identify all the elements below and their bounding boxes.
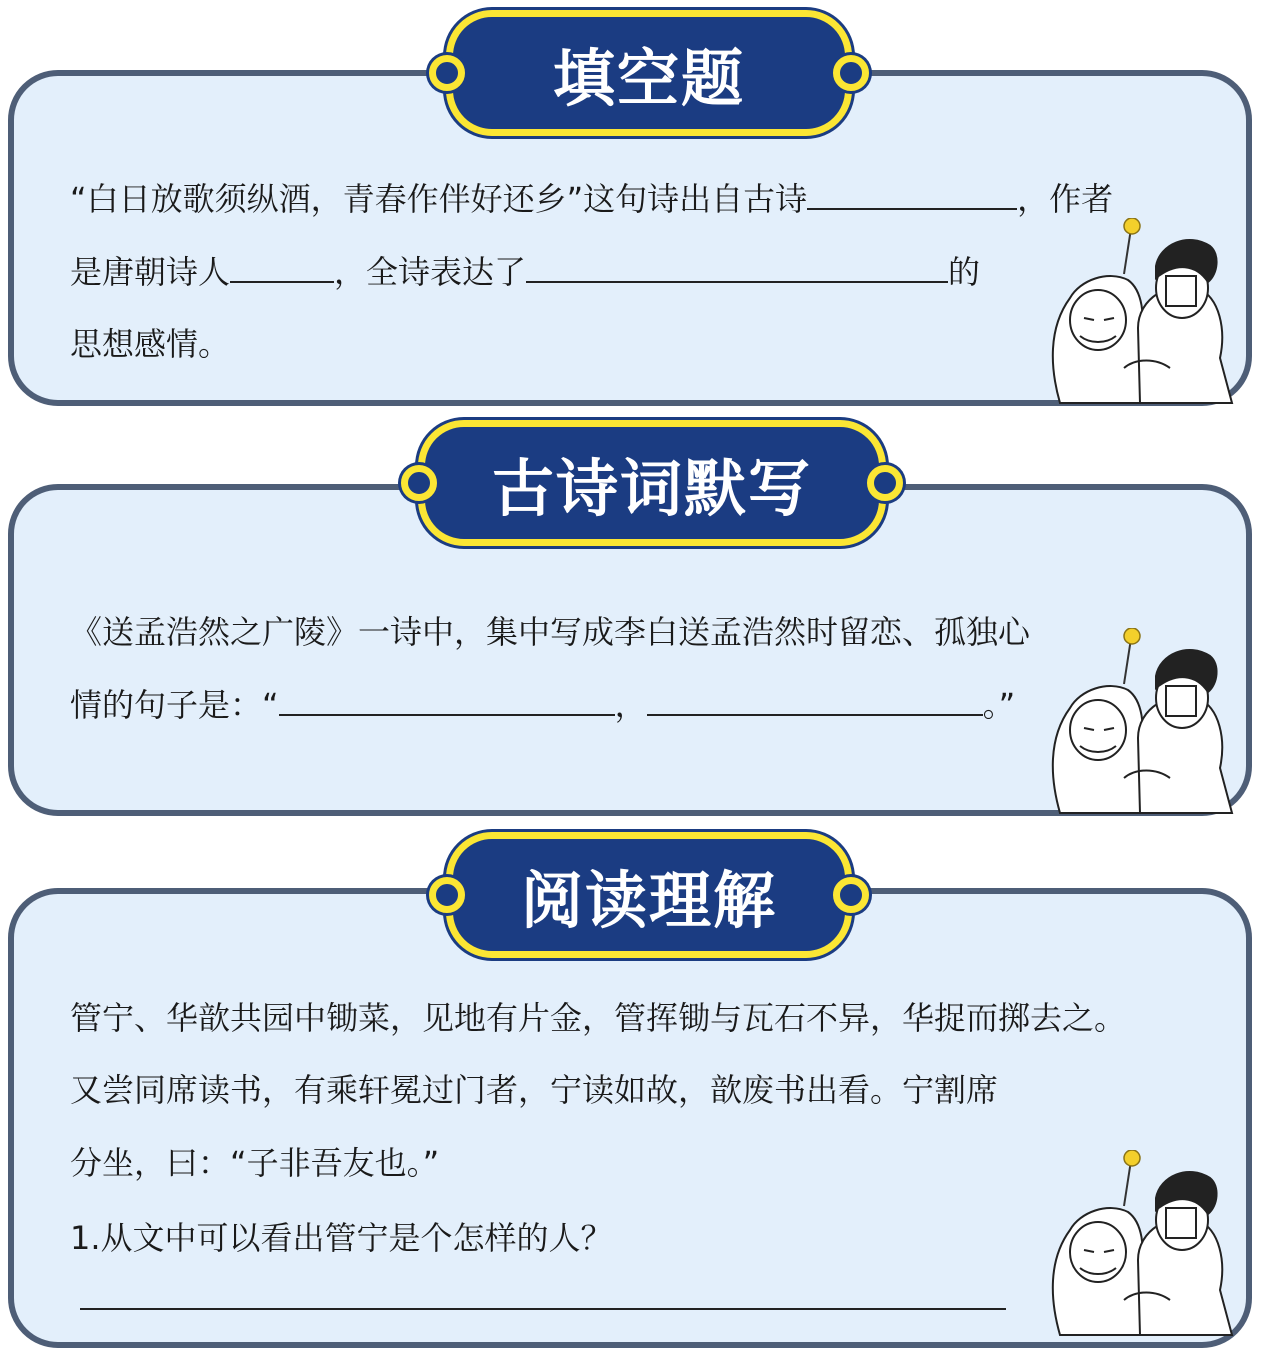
question-text-part: ，全诗表达了	[334, 253, 527, 291]
section-title: 填空题	[552, 41, 745, 115]
answer-blank[interactable]	[230, 251, 334, 283]
question-text-part: 《送孟浩然之广陵》一诗中，集中写成李白送孟浩然时留恋、孤独心	[70, 613, 1031, 651]
poem-dictation-badge	[418, 420, 886, 546]
question-text-part: 情的句子是：“	[70, 686, 279, 724]
question-text	[70, 324, 230, 364]
question-text	[70, 612, 1030, 652]
passage-text	[70, 998, 1126, 1038]
question-text-part: 的	[948, 253, 981, 291]
answer-blank[interactable]	[279, 684, 615, 716]
badge-ornament	[429, 55, 465, 91]
badge-ornament	[429, 877, 465, 913]
answer-blank[interactable]	[526, 251, 948, 283]
badge-ornament	[833, 55, 869, 91]
scholars-illustration	[1020, 1150, 1260, 1340]
badge-ornament	[867, 465, 903, 501]
question-text	[70, 178, 1113, 219]
question-text-part: ，	[614, 686, 647, 724]
question-text-part: “白日放歌须纵酒，青春作伴好还乡”这句诗出自古诗	[70, 180, 808, 218]
fill-blank-badge	[446, 10, 852, 136]
answer-blank[interactable]	[647, 684, 983, 716]
reading-badge	[446, 832, 852, 958]
section-title: 古诗词默写	[491, 451, 812, 525]
section-title: 阅读理解	[520, 863, 777, 937]
passage-text	[70, 1143, 439, 1183]
passage-line: 管宁、华歆共园中锄菜，见地有片金，管挥锄与瓦石不异，华捉而掷去之。	[70, 999, 1127, 1037]
badge-ornament	[401, 465, 437, 501]
passage-text	[70, 1070, 998, 1110]
scholars-illustration	[1020, 628, 1260, 818]
scholars-illustration	[1020, 218, 1260, 408]
passage-line: 又尝同席读书，有乘轩冕过门者，宁读如故，歆废书出看。宁割席	[70, 1071, 999, 1109]
question-text-part: ，作者	[1017, 180, 1114, 218]
question-text-part: 是唐朝诗人	[70, 253, 231, 291]
question-text	[70, 684, 1015, 725]
badge-ornament	[833, 877, 869, 913]
question-text	[70, 1218, 613, 1258]
question-text	[70, 251, 980, 292]
answer-line[interactable]	[80, 1308, 1006, 1310]
question-label: 1.从文中可以看出管宁是个怎样的人？	[70, 1219, 613, 1257]
question-text-part: 思想感情。	[70, 325, 231, 363]
passage-line: 分坐，曰：“子非吾友也。”	[70, 1144, 440, 1182]
question-text-part: 。”	[982, 686, 1016, 724]
answer-blank[interactable]	[807, 178, 1017, 210]
